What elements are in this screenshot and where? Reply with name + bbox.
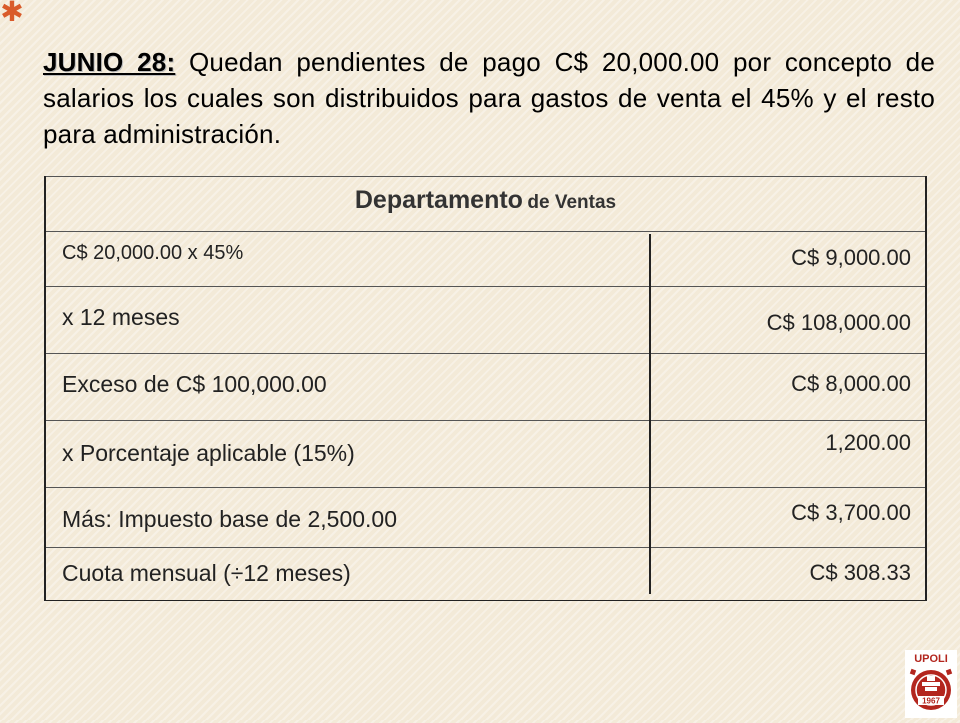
row-value-base-salary: C$ 9,000.00 — [791, 245, 911, 270]
logo-year-text: 1967 — [922, 696, 940, 706]
intro-paragraph — [43, 44, 935, 152]
row-value-months: C$ 108,000.00 — [766, 310, 911, 335]
row-label-percentage: x Porcentaje aplicable (15%) — [62, 440, 355, 466]
row-divider — [46, 487, 925, 488]
table-title-main: Departamento — [354, 186, 523, 214]
row-label-months: x 12 meses — [62, 304, 180, 330]
table-top-border — [46, 176, 925, 177]
row-divider — [46, 420, 925, 421]
row-divider — [46, 353, 925, 354]
ventas-table — [44, 176, 927, 601]
row-value-percentage: 1,200.00 — [825, 430, 911, 455]
row-value-base-tax: C$ 3,700.00 — [791, 500, 911, 525]
logo-name-text: UPOLI — [914, 653, 948, 665]
column-divider — [649, 234, 651, 594]
row-label-monthly-fee: Cuota mensual (÷12 meses) — [62, 560, 351, 586]
star-icon: ✱ — [0, 0, 24, 27]
row-value-monthly-fee: C$ 308.33 — [809, 560, 911, 585]
date-label: JUNIO 28: — [43, 47, 176, 77]
table-title-sub: de Ventas — [527, 192, 617, 213]
row-label-excess: Exceso de C$ 100,000.00 — [62, 371, 327, 397]
row-label-base-salary: C$ 20,000.00 x 45% — [62, 242, 244, 264]
row-divider — [46, 547, 925, 548]
row-label-base-tax: Más: Impuesto base de 2,500.00 — [62, 506, 397, 532]
row-divider — [46, 286, 925, 287]
table-title — [46, 186, 925, 215]
row-divider — [46, 231, 925, 232]
upoli-logo — [905, 650, 957, 718]
table-bottom-border — [46, 600, 925, 601]
description-text: Quedan pendientes de pago C$ 20,000.00 por concepto de salarios los cuales son distribuidos para gastos de venta el 45% y el resto para administración. — [43, 47, 935, 149]
row-value-excess: C$ 8,000.00 — [791, 371, 911, 396]
